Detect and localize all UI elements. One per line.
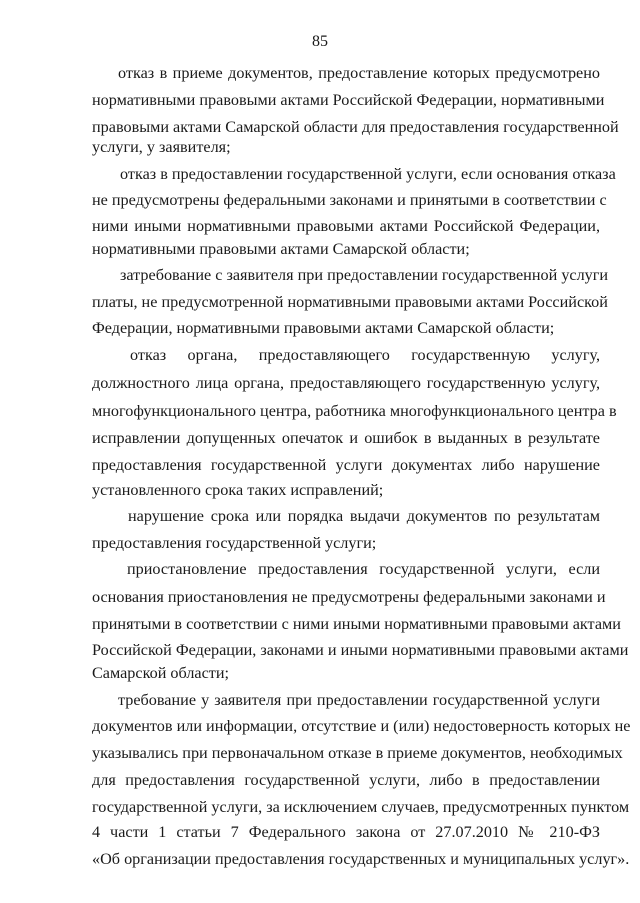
text-line: нормативными правовыми актами Российской Федерации, нормативными [92, 91, 605, 109]
text-line: предоставления государственной услуги; [92, 534, 377, 552]
text-line: 4 части 1 статьи 7 Федерального закона от 27.07.2010 № 210-ФЗ [92, 823, 600, 841]
text-line: «Об организации предоставления государственных и муниципальных услуг». [92, 850, 630, 868]
text-line: исправлении допущенных опечаток и ошибок в выданных в результате [92, 429, 600, 447]
text-line: затребование с заявителя при предоставлении государственной услуги [120, 266, 609, 284]
text-line: требование у заявителя при предоставлении государственной услуги [118, 691, 600, 709]
text-line: отказ в приеме документов, предоставление которых предусмотрено [118, 64, 600, 82]
text-line: нарушение срока или порядка выдачи документов по результатам [128, 507, 600, 525]
text-line: должностного лица органа, предоставляющего государственную услугу, [92, 374, 600, 392]
text-line: государственной услуги, за исключением случаев, предусмотренных пунктом [92, 798, 630, 816]
text-line: основания приостановления не предусмотрены федеральными законами и [92, 588, 606, 606]
text-line: предоставления государственной услуги документах либо нарушение [92, 456, 600, 474]
text-line: документов или информации, отсутствие и (или) недостоверность которых не [92, 717, 631, 735]
text-line: отказ в предоставлении государственной услуги, если основания отказа [120, 165, 616, 183]
text-line: приостановление предоставления государственной услуги, если [127, 560, 600, 578]
text-line: многофункционального центра, работника многофункционального центра в [92, 402, 617, 420]
text-line: услуги, у заявителя; [92, 138, 231, 156]
text-line: отказ органа, предоставляющего государственную услугу, [130, 346, 600, 364]
text-line: ними иными нормативными правовыми актами Российской Федерации, [92, 217, 600, 235]
text-line: платы, не предусмотренной нормативными правовыми актами Российской [92, 293, 608, 311]
text-line: Федерации, нормативными правовыми актами Самарской области; [92, 319, 555, 337]
text-line: принятыми в соответствии с ними иными нормативными правовыми актами [92, 615, 621, 633]
page-number: 85 [312, 33, 328, 50]
text-line: Российской Федерации, законами и иными нормативными правовыми актами [92, 641, 629, 659]
text-line: установленного срока таких исправлений; [92, 481, 384, 499]
text-line: правовыми актами Самарской области для предоставления государственной [92, 118, 619, 136]
text-line: Самарской области; [92, 664, 230, 682]
text-line: указывались при первоначальном отказе в приеме документов, необходимых [92, 744, 623, 762]
text-line: не предусмотрены федеральными законами и принятыми в соответствии с [92, 191, 607, 209]
text-line: для предоставления государственной услуги, либо в предоставлении [92, 771, 600, 789]
text-line: нормативными правовыми актами Самарской области; [92, 240, 470, 258]
